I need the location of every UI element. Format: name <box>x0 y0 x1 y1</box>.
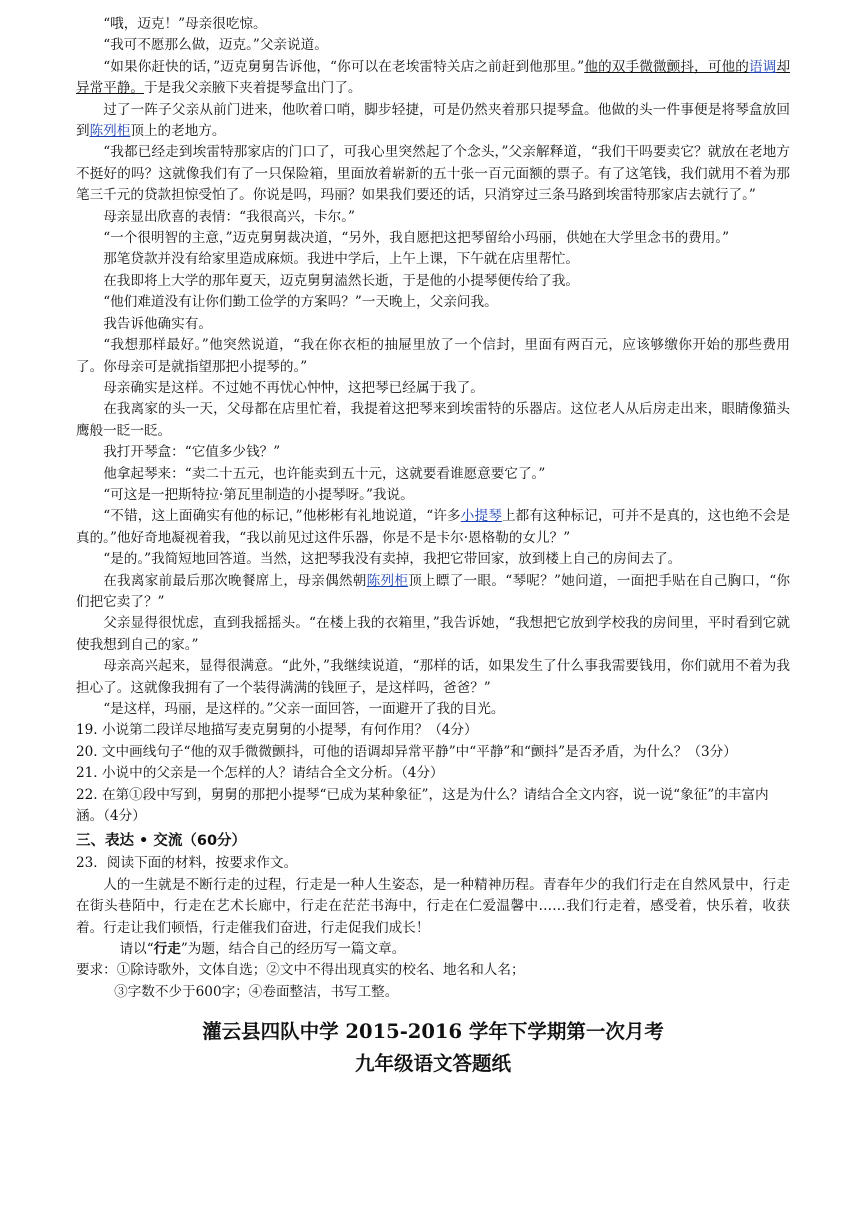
story-paragraph <box>76 442 790 463</box>
paragraph-text: “他们难道没有让你们勤工俭学的方案吗？”一天晚上，父亲问我。 <box>103 294 498 311</box>
story-paragraph <box>76 228 790 249</box>
paragraph-text: “可这是一把斯特拉·第瓦里制造的小提琴呀。”我说。 <box>103 486 414 503</box>
question-item: 21. 小说中的父亲是一个怎样的人？请结合全文分析。（4分） <box>76 765 444 782</box>
story-paragraph <box>76 35 790 56</box>
paragraph-text: 那笔贷款并没有给家里造成麻烦。我进中学后，上午上课，下午就在店里帮忙。 <box>103 251 579 268</box>
story-paragraph <box>76 549 790 570</box>
story-paragraph <box>76 656 790 699</box>
story-paragraph <box>76 142 790 206</box>
paragraph-text: 我告诉他确实有。 <box>103 315 212 332</box>
story-paragraph <box>76 571 790 614</box>
essay-material: 人的一生就是不断行走的过程，行走是一种人生姿态，是一种精神历程。青春年少的我们行走在自然风景中，行走在街头巷陌中，行走在艺术长廊中，行走在茫茫书海中，行走在仁爱温馨中……我们行走着，感受着，快乐着，收获着。行走让我们顿悟，行走催我们奋进，行走促我们成长！ <box>76 876 790 936</box>
answer-sheet-title: 灌云县四队中学 2015-2016 学年下学期第一次月考 <box>202 1020 664 1044</box>
section-heading: 三、表达 • 交流（60分） <box>76 833 247 850</box>
paragraph-text: “不错，这上面确实有他的标记，”他彬彬有礼地说道，“许多 <box>103 508 461 525</box>
story-paragraph <box>76 14 790 35</box>
paragraph-text: 在我离家前最后那次晚餐席上，母亲偶然朝 <box>103 572 367 589</box>
question-list <box>76 720 790 827</box>
answer-sheet-subtitle: 九年级语文答题纸 <box>354 1052 511 1076</box>
essay-question: 23．阅读下面的材料，按要求作文。 <box>76 855 298 872</box>
story-paragraph <box>76 335 790 378</box>
paragraph-text: 顶上瞟了一眼。“琴呢？”她问道，一面把手贴在自己胸口，“你们把它卖了？” <box>76 572 791 610</box>
paragraph-text: “如果你赶快的话，”迈克舅舅告诉他，“你可以在老埃雷特关店之前赶到他那里。” <box>103 58 585 75</box>
story-paragraph <box>76 699 790 720</box>
paragraph-text: 在我离家的头一天，父母都在店里忙着，我提着这把琴来到埃雷特的乐器店。这位老人从后房走出来，眼睛像猫头鹰般一眨一眨。 <box>76 401 790 439</box>
paragraph-text: 上都有这种标记，可并不是真的，这也绝不会是真的。”他好奇地凝视着我，“我以前见过这件乐器，你是不是卡尔·恩格勒的女儿？” <box>76 508 791 546</box>
paragraph-text: 母亲高兴起来，显得很满意。“此外，”我继续说道，“那样的话，如果发生了什么事我需要钱用，你们就用不着为我担心了。这就像我拥有了一个装得满满的钱匣子，是这样吗，爸爸？” <box>76 658 790 696</box>
paragraph-text: 父亲显得很忧虑，直到我摇摇头。“在楼上我的衣箱里，”我告诉她，“我想把它放到学校我的房间里，平时看到它就使我想到自己的家。” <box>76 615 790 653</box>
question-item: 19. 小说第二段详尽地描写麦克舅舅的小提琴，有何作用？（4分） <box>76 722 478 739</box>
question-item: 20. 文中画线句子“他的双手微微颤抖，可他的语调却异常平静”中“平静”和“颤抖”是否矛盾，为什么？（3分） <box>76 743 737 760</box>
paragraph-text: 母亲确实是这样。不过她不再忧心忡忡，这把琴已经属于我了。 <box>103 379 484 396</box>
paragraph-text: “我都已经走到埃雷特那家店的门口了，可我心里突然起了个念头，”父亲解释道，“我们干吗要卖它？就放在老地方不挺好的吗？这就像我们有了一只保险箱，里面放着崭新的五十张一百元面额的票子。有了这笔钱，我们就用不着为那笔三千元的贷款担惊受怕了。你说是吗，玛丽？如果我们要还的话，只消穿过三条马路到埃雷特那家店去就行了。” <box>76 144 790 204</box>
story-paragraph <box>76 100 790 143</box>
hyperlink[interactable]: 陈列柜 <box>89 123 131 140</box>
underlined-sentence: 他的双手微微颤抖，可他的 <box>584 58 749 75</box>
hyperlink[interactable]: 小提琴 <box>460 508 502 525</box>
prompt-title: 行走 <box>153 941 181 958</box>
story-paragraph <box>76 399 790 442</box>
story-paragraph <box>76 613 790 656</box>
story-paragraph <box>76 292 790 313</box>
paragraph-text: “我可不愿那么做，迈克。”父亲说道。 <box>103 37 328 54</box>
paragraph-text: 顶上的老地方。 <box>130 123 226 140</box>
underlined-sentence: 却异常平静。 <box>76 58 791 97</box>
prompt-post: ”为题，结合自己的经历写一篇文章。 <box>180 941 406 958</box>
story-paragraph <box>76 57 790 100</box>
paragraph-text: “哦，迈克！”母亲很吃惊。 <box>103 16 267 32</box>
paragraph-text: 于是我父亲腋下夹着提琴盒出门了。 <box>143 80 362 97</box>
story-paragraph <box>76 378 790 399</box>
hyperlink[interactable]: 语调 <box>748 58 777 75</box>
paragraph-text: 他拿起琴来：“卖二十五元，也许能卖到五十元，这就要看谁愿意要它了。” <box>103 465 546 482</box>
paragraph-text: 母亲显出欣喜的表情：“我很高兴，卡尔。” <box>103 208 355 225</box>
paragraph-text: 在我即将上大学的那年夏天，迈克舅舅溘然长逝，于是他的小提琴便传给了我。 <box>103 272 579 289</box>
paragraph-text: “是这样，玛丽，是这样的。”父亲一面回答，一面避开了我的目光。 <box>103 701 505 717</box>
prompt-pre: 请以“ <box>119 941 154 958</box>
story-text <box>76 14 790 720</box>
paragraph-text: “一个很明智的主意，”迈克舅舅裁决道，“另外，我自愿把这把琴留给小玛丽，供她在大学里念书的费用。” <box>103 230 730 247</box>
story-paragraph <box>76 314 790 335</box>
paragraph-text: “是的。”我简短地回答道。当然，这把琴我没有卖掉，我把它带回家，放到楼上自己的房间去了。 <box>103 551 682 568</box>
essay-prompt <box>76 939 790 960</box>
hyperlink[interactable]: 陈列柜 <box>366 572 409 589</box>
story-paragraph <box>76 506 790 549</box>
paragraph-text: 过了一阵子父亲从前门进来，他吹着口哨，脚步轻捷，可是仍然夹着那只提琴盒。他做的头一件事便是将琴盒放回到 <box>76 101 790 140</box>
story-paragraph <box>76 464 790 485</box>
essay-requirements-2: ③字数不少于600字；④卷面整洁，书写工整。 <box>114 983 399 1000</box>
paragraph-text: 我打开琴盒：“它值多少钱？” <box>103 444 281 461</box>
story-paragraph <box>76 271 790 292</box>
story-paragraph <box>76 207 790 228</box>
story-paragraph <box>76 485 790 506</box>
question-item: 22. 在第①段中写到，舅舅的那把小提琴“已成为某种象征”，这是为什么？请结合全文内容，说一说“象征”的丰富内涵。（4分） <box>76 786 769 825</box>
essay-requirements-1: 要求：①除诗歌外，文体自选；②文中不得出现真实的校名、地名和人名； <box>76 962 525 979</box>
paragraph-text: “我想那样最好。”他突然说道，“我在你衣柜的抽屉里放了一个信封，里面有两百元，应该够缴你开始的那些费用了。你母亲可是就指望那把小提琴的。” <box>76 337 790 375</box>
story-paragraph <box>76 249 790 270</box>
